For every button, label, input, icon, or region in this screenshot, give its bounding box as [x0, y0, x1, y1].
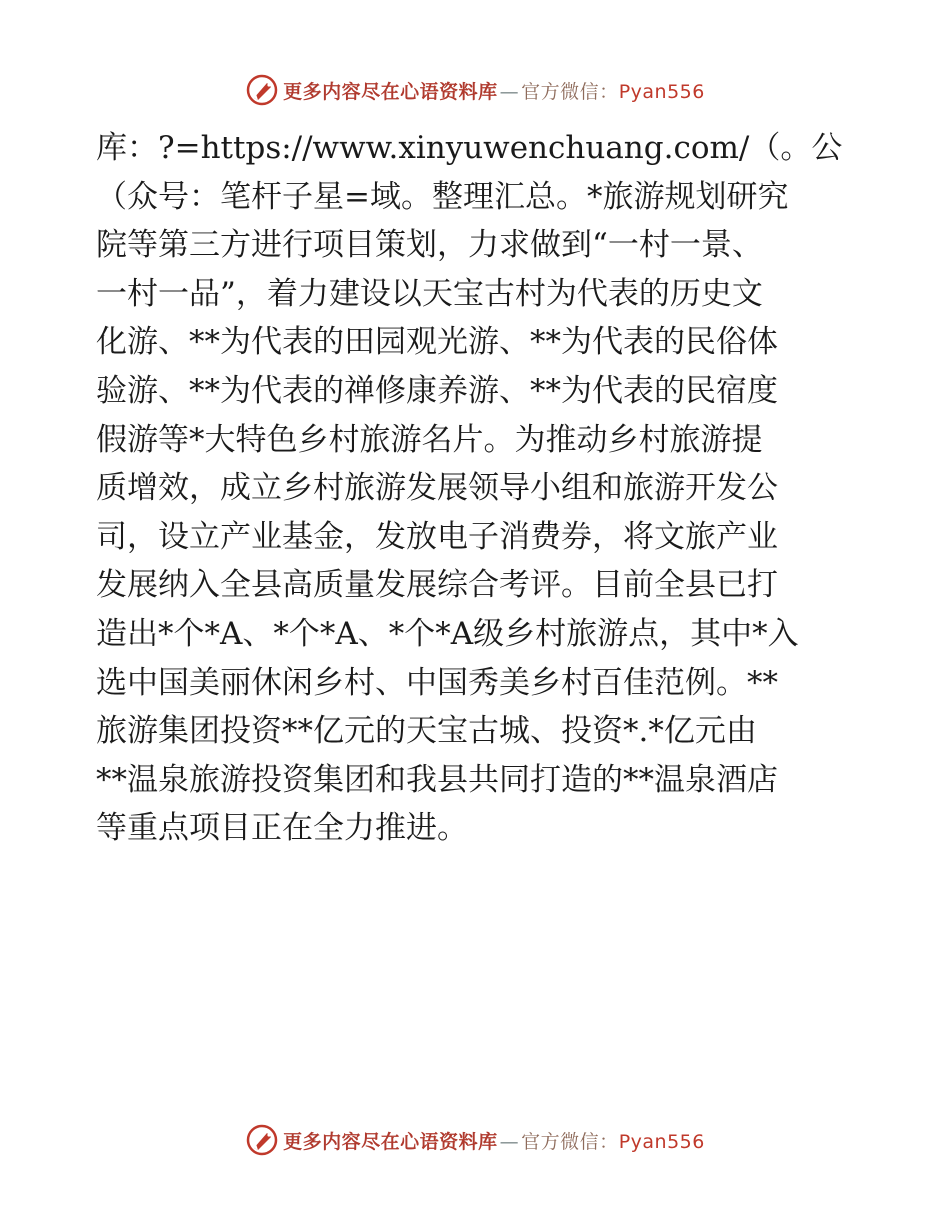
- footer-contact-handle: Pyan556: [618, 1130, 705, 1153]
- body-line-4: 一村一品”，着力建设以天宝古村为代表的历史文: [96, 275, 763, 312]
- footer-brand-text: 更多内容尽在心语资料库: [283, 1130, 498, 1153]
- body-line-10: 发展纳入全县高质量发展综合考评。目前全县已打: [96, 567, 778, 604]
- header-brand-text: 更多内容尽在心语资料库: [283, 80, 498, 103]
- footer-watermark-text: [283, 1127, 705, 1154]
- body-line-9: 司，设立产业基金，发放电子消费券，将文旅产业: [96, 518, 778, 555]
- header-watermark-text: [283, 77, 705, 104]
- document-body: [96, 124, 866, 853]
- body-line-7: 假游等*大特色乡村旅游名片。为推动乡村旅游提: [96, 421, 763, 458]
- body-line-14: **温泉旅游投资集团和我县共同打造的**温泉酒店: [96, 761, 778, 798]
- body-line-8: 质增效，成立乡村旅游发展领导小组和旅游开发公: [96, 470, 778, 507]
- body-line-3: 院等第三方进行项目策划，力求做到“一村一景、: [96, 227, 763, 264]
- body-line-6: 验游、**为代表的禅修康养游、**为代表的民宿度: [96, 372, 778, 409]
- pen-nib-logo-icon: [245, 1123, 279, 1157]
- header-contact-handle: Pyan556: [618, 80, 705, 103]
- header-contact-label: 官方微信：: [521, 80, 619, 103]
- header-separator: —: [499, 80, 520, 103]
- body-line-1: 库：?=https://www.xinyuwenchuang.com/（。公: [96, 130, 843, 166]
- body-line-2: （众号：笔杆子星=域。整理汇总。*旅游规划研究: [96, 178, 789, 215]
- header-watermark-banner: [0, 70, 950, 110]
- body-line-12: 选中国美丽休闲乡村、中国秀美乡村百佳范例。**: [96, 664, 778, 701]
- body-line-15: 等重点项目正在全力推进。: [96, 810, 468, 847]
- footer-contact-label: 官方微信：: [521, 1130, 619, 1153]
- footer-watermark-banner: [0, 1120, 950, 1160]
- body-line-11: 造出*个*A、*个*A、*个*A级乡村旅游点，其中*入: [96, 615, 799, 652]
- pen-nib-logo-icon: [245, 73, 279, 107]
- body-line-5: 化游、**为代表的田园观光游、**为代表的民俗体: [96, 324, 778, 361]
- footer-separator: —: [499, 1130, 520, 1153]
- body-line-13: 旅游集团投资**亿元的天宝古城、投资*.*亿元由: [96, 713, 757, 750]
